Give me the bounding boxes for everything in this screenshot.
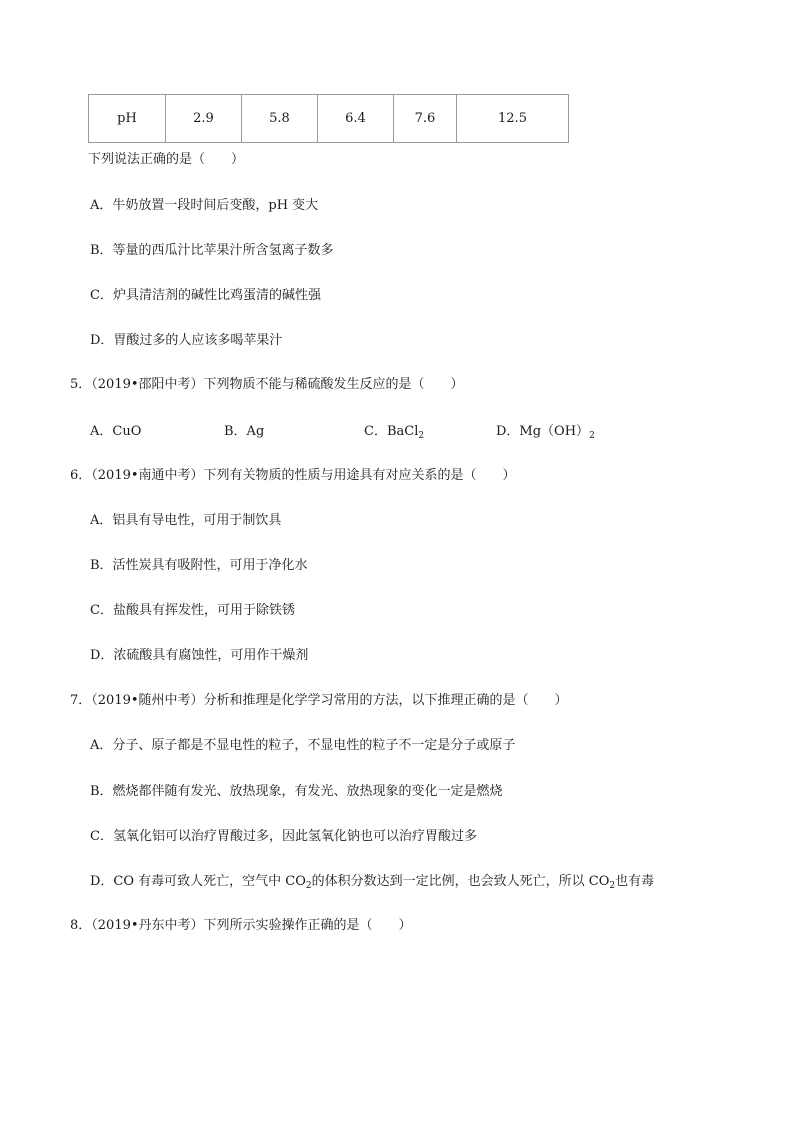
q4-option-a: A．牛奶放置一段时间后变酸，pH 变大 xyxy=(90,198,319,213)
subscript: 2 xyxy=(609,881,616,891)
subscript: 2 xyxy=(589,431,595,441)
q7-option-d-part1: D．CO 有毒可致人死亡，空气中 CO xyxy=(90,874,306,889)
q7-option-d xyxy=(90,873,654,891)
q6-option-a: A．铝具有导电性，可用于制饮具 xyxy=(90,513,282,528)
q4-option-b: B．等量的西瓜汁比苹果汁所含氢离子数多 xyxy=(90,243,334,258)
q6-option-c: C．盐酸具有挥发性，可用于除铁锈 xyxy=(90,603,295,618)
q5-option-d xyxy=(496,423,595,441)
q7-option-a: A．分子、原子都是不显电性的粒子，不显电性的粒子不一定是分子或原子 xyxy=(90,738,516,753)
question-6-stem: 6．（2019•南通中考）下列有关物质的性质与用途具有对应关系的是（ ） xyxy=(70,468,516,483)
q5-option-c xyxy=(364,423,424,441)
table-cell: pH xyxy=(89,95,166,143)
q5-option-b: B．Ag xyxy=(224,424,265,439)
question-7-stem: 7．（2019•随州中考）分析和推理是化学学习常用的方法，以下推理正确的是（ ） xyxy=(70,693,568,708)
q7-option-d-part2: 的体积分数达到一定比例，也会致人死亡，所以 CO xyxy=(311,874,610,889)
table-row xyxy=(89,95,569,143)
q6-option-d: D．浓硫酸具有腐蚀性，可用作干燥剂 xyxy=(90,648,309,663)
ph-table xyxy=(88,94,569,143)
table-cell: 5.8 xyxy=(242,95,318,143)
q7-option-b: B．燃烧都伴随有发光、放热现象，有发光、放热现象的变化一定是燃烧 xyxy=(90,784,503,799)
question-4-stem: 下列说法正确的是（ ） xyxy=(88,152,245,167)
subscript: 2 xyxy=(305,881,312,891)
q4-option-c: C．炉具清洁剂的碱性比鸡蛋清的碱性强 xyxy=(90,288,321,303)
q5-option-d-text: D．Mg（OH） xyxy=(496,424,590,439)
q5-option-c-text: C．BaCl xyxy=(364,424,419,439)
q4-option-d: D．胃酸过多的人应该多喝苹果汁 xyxy=(90,333,283,348)
table-cell: 12.5 xyxy=(457,95,569,143)
q5-option-a: A．CuO xyxy=(90,424,142,439)
q6-option-b: B．活性炭具有吸附性，可用于净化水 xyxy=(90,558,308,573)
question-5-stem: 5．（2019•邵阳中考）下列物质不能与稀硫酸发生反应的是（ ） xyxy=(70,377,464,392)
subscript: 2 xyxy=(418,431,425,441)
table-cell: 6.4 xyxy=(318,95,394,143)
q7-option-c: C．氢氧化铝可以治疗胃酸过多，因此氢氧化钠也可以治疗胃酸过多 xyxy=(90,829,477,844)
question-8-stem: 8．（2019•丹东中考）下列所示实验操作正确的是（ ） xyxy=(70,918,412,933)
table-cell: 7.6 xyxy=(394,95,457,143)
table-cell: 2.9 xyxy=(166,95,242,143)
q7-option-d-part3: 也有毒 xyxy=(615,874,655,889)
